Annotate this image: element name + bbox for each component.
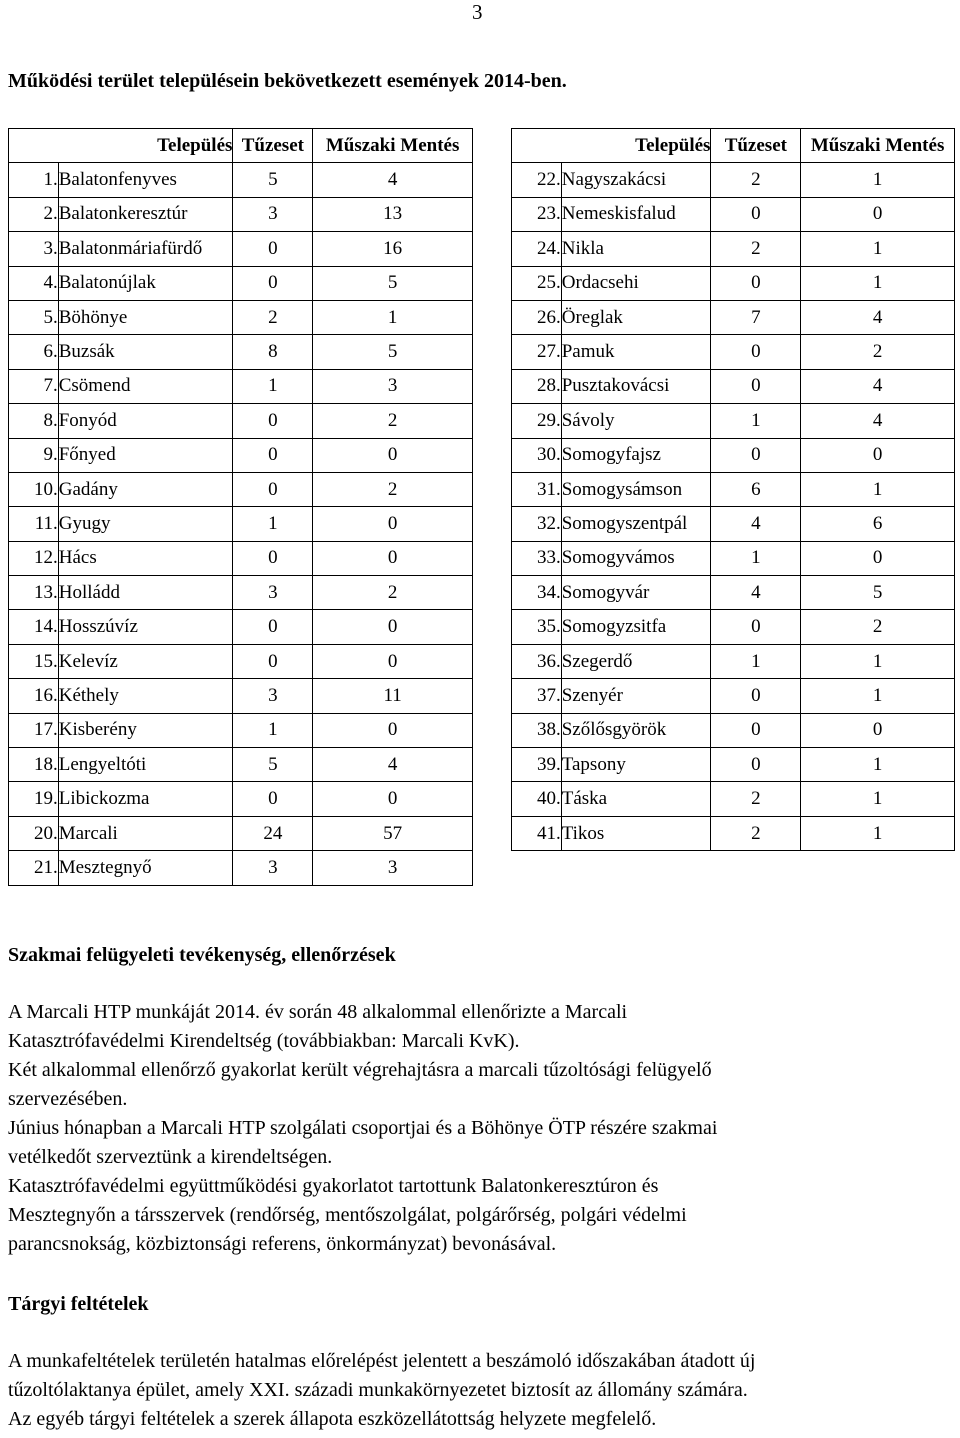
technical-rescue-count: 1 <box>801 644 955 678</box>
row-number: 8. <box>9 404 59 438</box>
paragraph-line: szervezésében. <box>8 1088 128 1110</box>
fire-count: 6 <box>711 472 801 506</box>
settlement-name: Somogyszentpál <box>561 507 711 541</box>
material-conditions-paragraph <box>8 1347 959 1434</box>
technical-rescue-count: 1 <box>801 816 955 850</box>
table-row <box>9 782 473 816</box>
fire-count: 4 <box>711 507 801 541</box>
table-row <box>512 369 955 403</box>
settlement-name: Tikos <box>561 816 711 850</box>
technical-rescue-count: 0 <box>801 438 955 472</box>
technical-rescue-count: 3 <box>313 369 473 403</box>
table-row <box>512 197 955 231</box>
paragraph-line: Két alkalommal ellenőrző gyakorlat került végrehajtásra a marcali tűzoltósági felügyelő <box>8 1059 712 1081</box>
fire-count: 0 <box>233 541 313 575</box>
technical-rescue-count: 4 <box>801 300 955 334</box>
table-row <box>9 679 473 713</box>
table-row <box>512 266 955 300</box>
settlement-name: Hosszúvíz <box>58 610 233 644</box>
paragraph-line: A Marcali HTP munkáját 2014. év során 48 alkalommal ellenőrizte a Marcali <box>8 1001 628 1023</box>
settlement-name: Kisberény <box>58 713 233 747</box>
technical-rescue-count: 0 <box>801 541 955 575</box>
settlement-name: Pusztakovácsi <box>561 369 711 403</box>
paragraph-line: A munkafeltételek területén hatalmas előrelépést jelentett a beszámoló időszakában átadott új <box>8 1350 756 1372</box>
row-number: 27. <box>512 335 562 369</box>
table-row <box>512 679 955 713</box>
settlement-name: Sávoly <box>561 404 711 438</box>
fire-count: 0 <box>711 610 801 644</box>
fire-count: 1 <box>233 369 313 403</box>
table-row <box>9 438 473 472</box>
fire-count: 3 <box>233 576 313 610</box>
settlement-name: Szenyér <box>561 679 711 713</box>
fire-count: 3 <box>233 851 313 885</box>
technical-rescue-count: 2 <box>313 576 473 610</box>
fire-count: 0 <box>233 610 313 644</box>
technical-rescue-count: 13 <box>313 197 473 231</box>
settlement-name: Somogysámson <box>561 472 711 506</box>
row-number: 18. <box>9 748 59 782</box>
table-row <box>9 576 473 610</box>
table-row <box>9 713 473 747</box>
table-row <box>512 300 955 334</box>
fire-count: 0 <box>711 438 801 472</box>
row-number: 5. <box>9 300 59 334</box>
fire-count: 2 <box>711 816 801 850</box>
technical-rescue-count: 11 <box>313 679 473 713</box>
technical-rescue-count: 57 <box>313 816 473 850</box>
material-conditions-heading: Tárgyi feltételek <box>8 1293 149 1315</box>
fire-count: 0 <box>711 369 801 403</box>
fire-count: 0 <box>711 748 801 782</box>
table-row <box>9 335 473 369</box>
row-number: 33. <box>512 541 562 575</box>
row-number: 40. <box>512 782 562 816</box>
header-technical-rescue: Műszaki Mentés <box>801 129 955 163</box>
row-number: 34. <box>512 576 562 610</box>
fire-count: 0 <box>233 404 313 438</box>
fire-count: 2 <box>233 300 313 334</box>
row-number: 36. <box>512 644 562 678</box>
row-number: 37. <box>512 679 562 713</box>
settlement-name: Mesztegnyő <box>58 851 233 885</box>
row-number: 17. <box>9 713 59 747</box>
fire-count: 2 <box>711 232 801 266</box>
settlement-name: Főnyed <box>58 438 233 472</box>
row-number: 24. <box>512 232 562 266</box>
technical-rescue-count: 6 <box>801 507 955 541</box>
row-number: 32. <box>512 507 562 541</box>
table-header-row <box>9 129 473 163</box>
technical-rescue-count: 4 <box>801 404 955 438</box>
table-row <box>512 748 955 782</box>
settlement-name: Somogyvámos <box>561 541 711 575</box>
row-number: 10. <box>9 472 59 506</box>
technical-rescue-count: 5 <box>313 266 473 300</box>
table-row <box>512 507 955 541</box>
table-row <box>512 644 955 678</box>
row-number: 14. <box>9 610 59 644</box>
technical-rescue-count: 0 <box>313 541 473 575</box>
technical-rescue-count: 16 <box>313 232 473 266</box>
settlement-name: Csömend <box>58 369 233 403</box>
technical-rescue-count: 0 <box>313 713 473 747</box>
table-row <box>9 300 473 334</box>
settlement-name: Somogyfajsz <box>561 438 711 472</box>
row-number: 30. <box>512 438 562 472</box>
row-number: 16. <box>9 679 59 713</box>
settlement-name: Balatonkeresztúr <box>58 197 233 231</box>
main-heading: Működési terület településein bekövetkezett események 2014-ben. <box>8 70 567 92</box>
row-number: 12. <box>9 541 59 575</box>
row-number: 1. <box>9 163 59 197</box>
technical-rescue-count: 2 <box>801 610 955 644</box>
page-number: 3 <box>472 0 483 24</box>
technical-rescue-count: 0 <box>801 713 955 747</box>
technical-rescue-count: 1 <box>313 300 473 334</box>
technical-rescue-count: 2 <box>313 472 473 506</box>
row-number: 21. <box>9 851 59 885</box>
settlement-name: Buzsák <box>58 335 233 369</box>
fire-count: 1 <box>711 404 801 438</box>
table-row <box>512 232 955 266</box>
technical-rescue-count: 1 <box>801 472 955 506</box>
row-number: 29. <box>512 404 562 438</box>
settlement-name: Fonyód <box>58 404 233 438</box>
row-number: 39. <box>512 748 562 782</box>
technical-rescue-count: 1 <box>801 163 955 197</box>
fire-count: 0 <box>711 679 801 713</box>
table-row <box>9 851 473 885</box>
row-number: 31. <box>512 472 562 506</box>
row-number: 25. <box>512 266 562 300</box>
paragraph-line: Katasztrófavédelmi Kirendeltség (továbbiakban: Marcali KvK). <box>8 1030 520 1052</box>
row-number: 7. <box>9 369 59 403</box>
row-number: 3. <box>9 232 59 266</box>
paragraph-line: Június hónapban a Marcali HTP szolgálati csoportjai és a Böhönye ÖTP részére szakmai <box>8 1117 718 1139</box>
table-row <box>512 816 955 850</box>
events-table-right <box>511 128 955 851</box>
settlement-name: Ordacsehi <box>561 266 711 300</box>
header-settlement: Település <box>9 129 233 163</box>
settlement-name: Somogyzsitfa <box>561 610 711 644</box>
table-row <box>512 472 955 506</box>
settlement-name: Holládd <box>58 576 233 610</box>
row-number: 19. <box>9 782 59 816</box>
settlement-name: Nagyszakácsi <box>561 163 711 197</box>
settlement-name: Nikla <box>561 232 711 266</box>
technical-rescue-count: 3 <box>313 851 473 885</box>
fire-count: 0 <box>233 644 313 678</box>
table-row <box>9 472 473 506</box>
fire-count: 0 <box>711 713 801 747</box>
row-number: 4. <box>9 266 59 300</box>
row-number: 26. <box>512 300 562 334</box>
settlement-name: Böhönye <box>58 300 233 334</box>
row-number: 20. <box>9 816 59 850</box>
row-number: 2. <box>9 197 59 231</box>
technical-rescue-count: 5 <box>313 335 473 369</box>
table-row <box>9 610 473 644</box>
table-row <box>512 713 955 747</box>
settlement-name: Balatonmáriafürdő <box>58 232 233 266</box>
technical-rescue-count: 1 <box>801 679 955 713</box>
fire-count: 24 <box>233 816 313 850</box>
settlement-name: Marcali <box>58 816 233 850</box>
row-number: 6. <box>9 335 59 369</box>
settlement-name: Öreglak <box>561 300 711 334</box>
events-table-left <box>8 128 473 886</box>
table-row <box>9 816 473 850</box>
technical-rescue-count: 2 <box>801 335 955 369</box>
row-number: 28. <box>512 369 562 403</box>
fire-count: 5 <box>233 163 313 197</box>
paragraph-line: Az egyéb tárgyi feltételek a szerek állapota eszközellátottság helyzete megfelelő. <box>8 1408 657 1430</box>
paragraph-line: tűzoltólaktanya épület, amely XXI. századi munkakörnyezetet biztosít az állomány számára. <box>8 1379 748 1401</box>
table-row <box>9 163 473 197</box>
settlement-name: Balatonfenyves <box>58 163 233 197</box>
fire-count: 0 <box>233 232 313 266</box>
technical-rescue-count: 0 <box>313 438 473 472</box>
technical-rescue-count: 4 <box>801 369 955 403</box>
table-row <box>512 610 955 644</box>
table-row <box>9 644 473 678</box>
paragraph-line: Katasztrófavédelmi együttműködési gyakorlatot tartottunk Balatonkeresztúron és <box>8 1175 659 1197</box>
table-row <box>512 782 955 816</box>
table-row <box>9 404 473 438</box>
row-number: 11. <box>9 507 59 541</box>
settlement-name: Nemeskisfalud <box>561 197 711 231</box>
fire-count: 0 <box>233 782 313 816</box>
table-row <box>9 541 473 575</box>
technical-rescue-count: 0 <box>313 610 473 644</box>
settlement-name: Lengyeltóti <box>58 748 233 782</box>
fire-count: 4 <box>711 576 801 610</box>
technical-rescue-count: 0 <box>801 197 955 231</box>
row-number: 35. <box>512 610 562 644</box>
settlement-name: Szőlősgyörök <box>561 713 711 747</box>
row-number: 9. <box>9 438 59 472</box>
table-row <box>512 404 955 438</box>
row-number: 23. <box>512 197 562 231</box>
header-fire: Tűzeset <box>711 129 801 163</box>
settlement-name: Kelevíz <box>58 644 233 678</box>
technical-rescue-count: 5 <box>801 576 955 610</box>
supervision-heading: Szakmai felügyeleti tevékenység, ellenőrzések <box>8 944 396 966</box>
table-header-row <box>512 129 955 163</box>
table-row <box>9 197 473 231</box>
row-number: 13. <box>9 576 59 610</box>
fire-count: 0 <box>711 197 801 231</box>
settlement-name: Szegerdő <box>561 644 711 678</box>
fire-count: 1 <box>711 644 801 678</box>
settlement-name: Hács <box>58 541 233 575</box>
fire-count: 0 <box>233 472 313 506</box>
table-row <box>9 266 473 300</box>
table-row <box>9 748 473 782</box>
fire-count: 0 <box>233 438 313 472</box>
settlement-name: Kéthely <box>58 679 233 713</box>
fire-count: 1 <box>233 507 313 541</box>
row-number: 22. <box>512 163 562 197</box>
settlement-name: Somogyvár <box>561 576 711 610</box>
fire-count: 3 <box>233 679 313 713</box>
settlement-name: Tapsony <box>561 748 711 782</box>
fire-count: 7 <box>711 300 801 334</box>
fire-count: 8 <box>233 335 313 369</box>
fire-count: 1 <box>233 713 313 747</box>
technical-rescue-count: 0 <box>313 507 473 541</box>
fire-count: 2 <box>711 163 801 197</box>
fire-count: 1 <box>711 541 801 575</box>
settlement-name: Libickozma <box>58 782 233 816</box>
paragraph-line: parancsnokság, közbiztonsági referens, önkormányzat) bevonásával. <box>8 1233 557 1255</box>
fire-count: 3 <box>233 197 313 231</box>
technical-rescue-count: 2 <box>313 404 473 438</box>
table-row <box>512 163 955 197</box>
technical-rescue-count: 4 <box>313 748 473 782</box>
settlement-name: Gyugy <box>58 507 233 541</box>
row-number: 41. <box>512 816 562 850</box>
table-row <box>512 438 955 472</box>
settlement-name: Balatonújlak <box>58 266 233 300</box>
fire-count: 0 <box>233 266 313 300</box>
technical-rescue-count: 0 <box>313 644 473 678</box>
header-technical-rescue: Műszaki Mentés <box>313 129 473 163</box>
table-row <box>512 576 955 610</box>
header-settlement: Település <box>512 129 711 163</box>
fire-count: 5 <box>233 748 313 782</box>
fire-count: 2 <box>711 782 801 816</box>
supervision-paragraph <box>8 998 959 1259</box>
row-number: 15. <box>9 644 59 678</box>
settlement-name: Pamuk <box>561 335 711 369</box>
table-row <box>9 507 473 541</box>
header-fire: Tűzeset <box>233 129 313 163</box>
table-row <box>9 369 473 403</box>
paragraph-line: vetélkedőt szerveztünk a kirendeltségen. <box>8 1146 333 1168</box>
settlement-name: Gadány <box>58 472 233 506</box>
table-row <box>512 541 955 575</box>
technical-rescue-count: 1 <box>801 782 955 816</box>
technical-rescue-count: 0 <box>313 782 473 816</box>
paragraph-line: Mesztegnyőn a társszervek (rendőrség, mentőszolgálat, polgárőrség, polgári védelmi <box>8 1204 687 1226</box>
technical-rescue-count: 4 <box>313 163 473 197</box>
technical-rescue-count: 1 <box>801 748 955 782</box>
fire-count: 0 <box>711 335 801 369</box>
row-number: 38. <box>512 713 562 747</box>
table-row <box>9 232 473 266</box>
settlement-name: Táska <box>561 782 711 816</box>
technical-rescue-count: 1 <box>801 266 955 300</box>
table-row <box>512 335 955 369</box>
technical-rescue-count: 1 <box>801 232 955 266</box>
fire-count: 0 <box>711 266 801 300</box>
